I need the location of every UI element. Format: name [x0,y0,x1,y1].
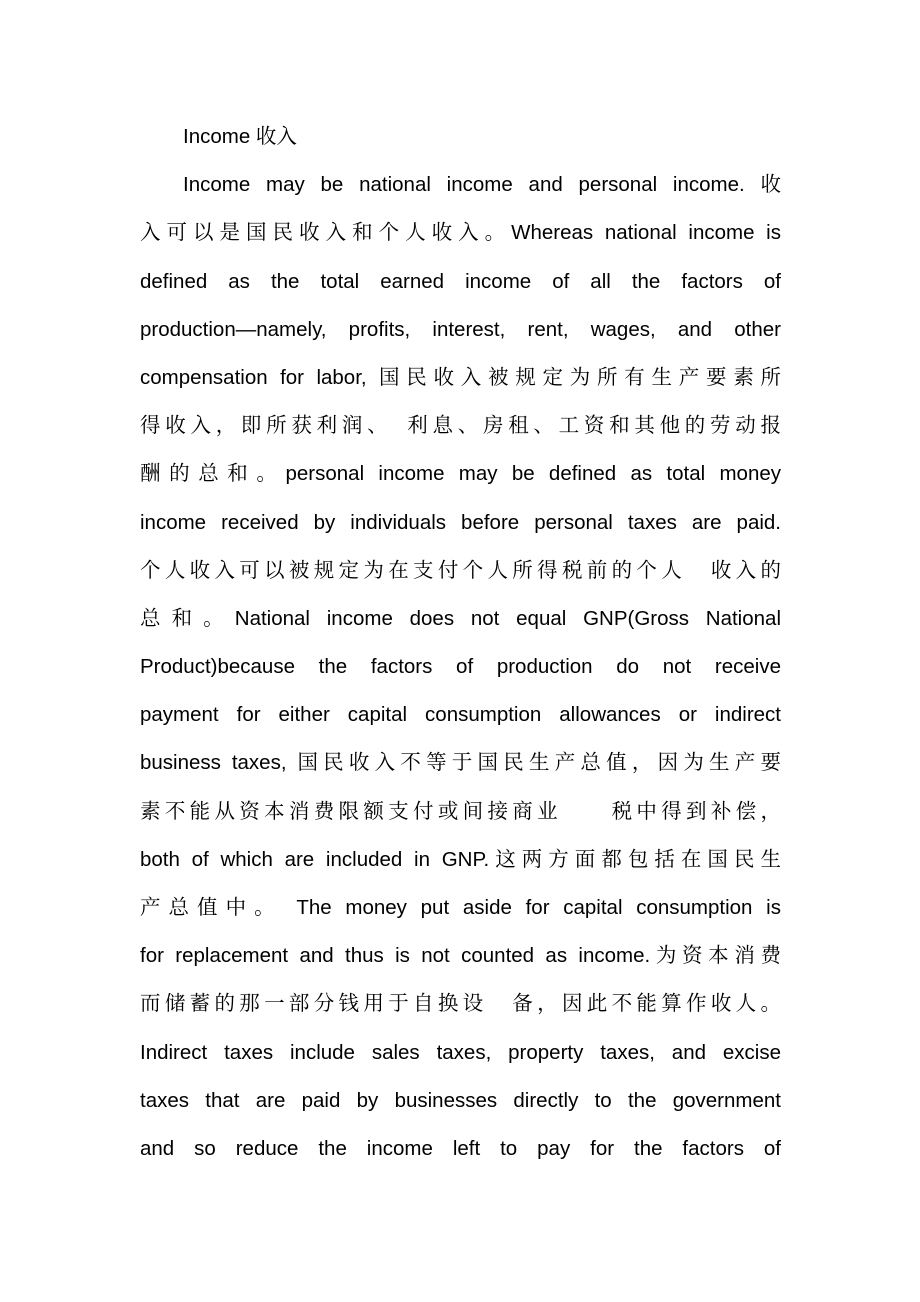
paragraph-line: both of which are included in GNP.这两方面都包括在国民生 [140,847,781,871]
paragraph-line: and so reduce the income left to pay for the factors of [140,1136,781,1160]
paragraph-line: 入可以是国民收入和个人收入。Whereas national income is [140,221,781,245]
paragraph-line: production—namely, profits, interest, rent, wages, and other [140,317,781,341]
paragraph-line: 总和。National income does not equal GNP(Gross National [140,606,781,630]
paragraph-line: for replacement and thus is not counted as income.为资本消费 [140,944,781,968]
paragraph-line: Income may be national income and personal income. 收 [183,173,781,197]
paragraph-line: 素不能从资本消费限额支付或间接商业 税中得到补偿， [140,799,781,823]
paragraph-line: defined as the total earned income of all the factors of [140,269,781,293]
paragraph-line: 酬的总和。personal income may be defined as total money [140,462,781,486]
paragraph-line: 而储蓄的那一部分钱用于自换设 备，因此不能算作收人。 [140,992,781,1016]
paragraph-line: business taxes, 国民收入不等于国民生产总值，因为生产要 [140,751,781,775]
paragraph-line: payment for either capital consumption allowances or indirect [140,703,781,727]
paragraph-line: 个人收入可以被规定为在支付个人所得税前的个人 收入的 [140,558,781,582]
document-page [140,122,781,1182]
paragraph-line: taxes that are paid by businesses directly to the government [140,1088,781,1112]
paragraph-line: Product)because the factors of production do not receive [140,655,781,679]
paragraph-line: income received by individuals before personal taxes are paid. [140,510,781,534]
paragraph-line: compensation for labor, 国民收入被规定为所有生产要素所 [140,365,781,389]
paragraph-line: 产总值中。 The money put aside for capital consumption is [140,896,781,919]
section-title: Income 收入 [183,125,297,148]
paragraph-line: Indirect taxes include sales taxes, property taxes, and excise [140,1040,781,1064]
paragraph-line: 得收入，即所获利润、 利息、房租、工资和其他的劳动报 [140,414,781,438]
